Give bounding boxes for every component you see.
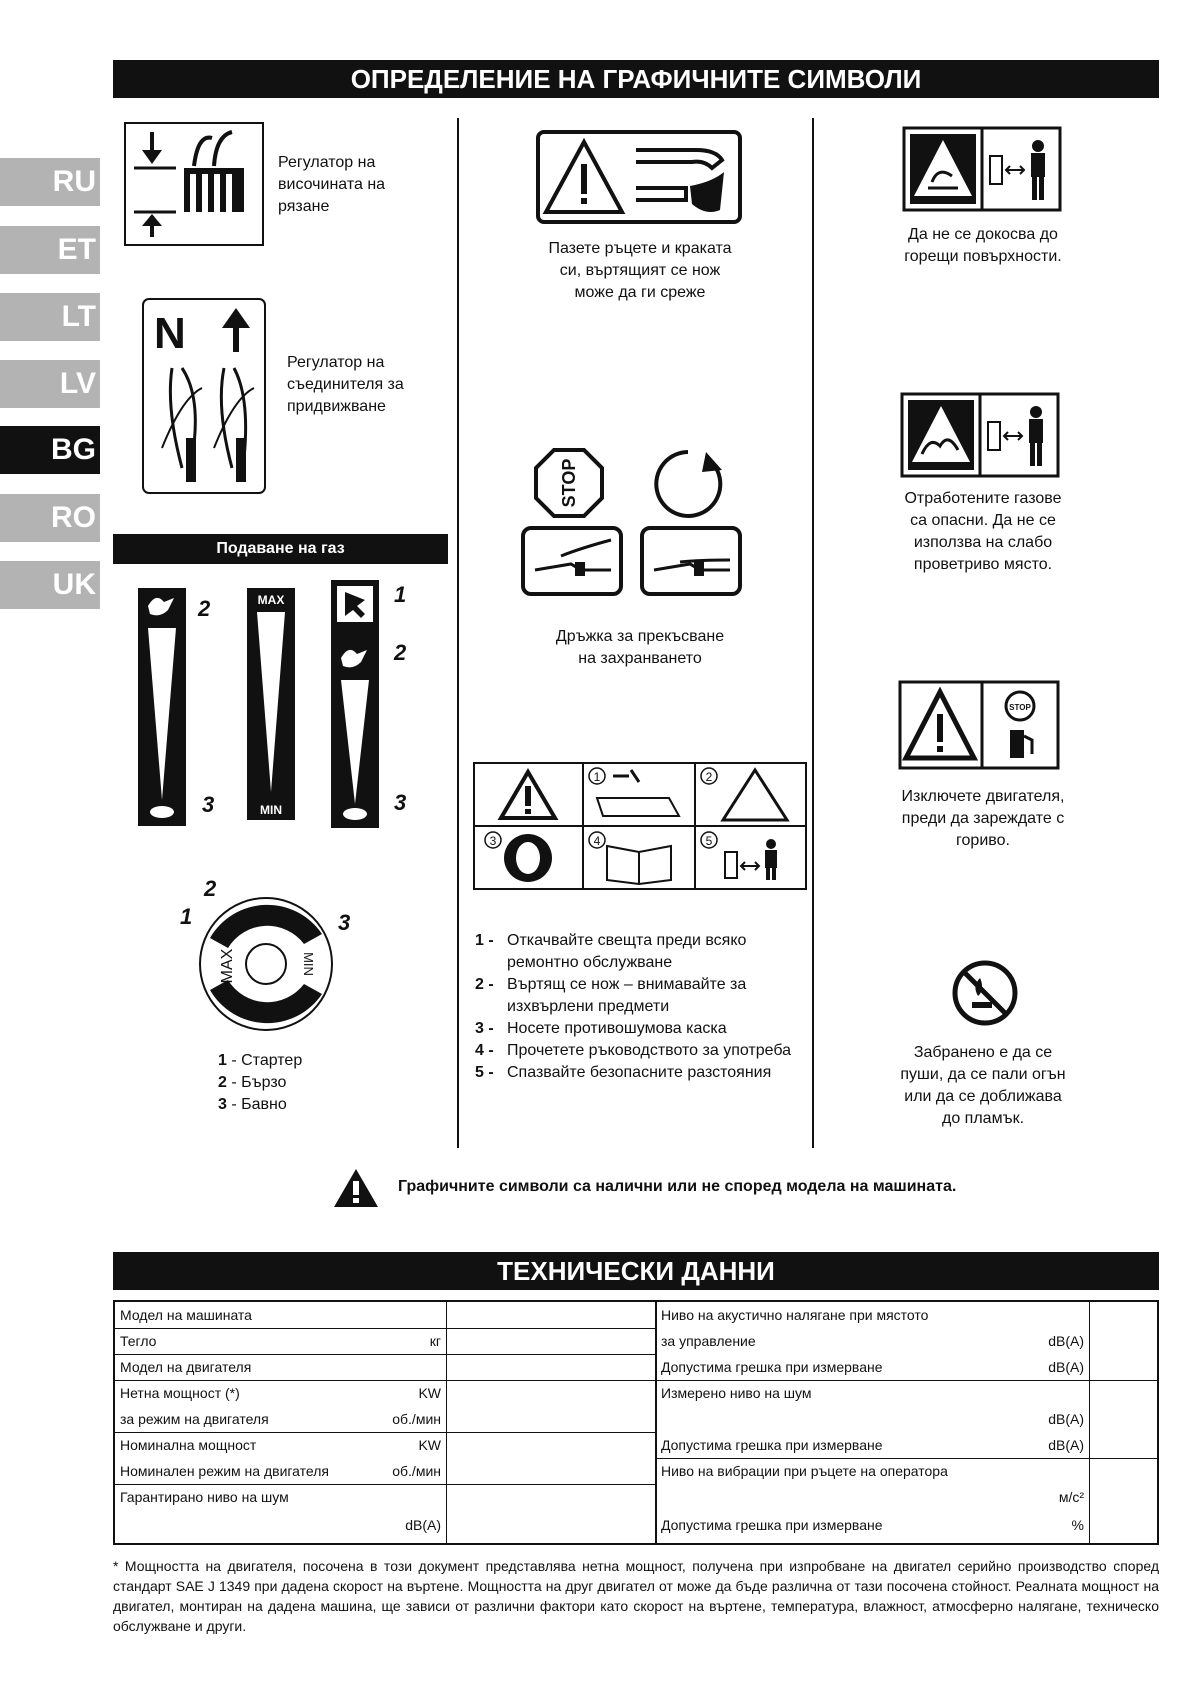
scale-max-label: MAX bbox=[257, 593, 285, 607]
fuel-pump-icon bbox=[1010, 730, 1024, 758]
grid-number: 1 bbox=[593, 770, 601, 784]
lang-tab-uk[interactable] bbox=[0, 561, 100, 609]
dial-legend-item: 1 - Стартер bbox=[218, 1052, 303, 1069]
spec-row: dB(A) bbox=[405, 1517, 441, 1533]
lang-code: RO bbox=[51, 501, 96, 534]
dial-number: 1 bbox=[180, 904, 193, 929]
tortoise-icon bbox=[343, 808, 367, 820]
person-icon bbox=[766, 839, 776, 849]
grid-number: 4 bbox=[593, 834, 601, 848]
lang-tab-bg[interactable] bbox=[0, 426, 100, 474]
tech-data-table bbox=[113, 1300, 1159, 1545]
lang-code: ET bbox=[57, 233, 96, 266]
legend-item: 2 - Въртящ се нож – внимавайте за изхвърлени предмети bbox=[475, 976, 747, 1015]
legend-item: 5 - Спазвайте безопасните разстояния bbox=[475, 1064, 772, 1081]
spec-row: м/с² bbox=[1058, 1489, 1084, 1505]
warning-triangle-icon bbox=[332, 1167, 380, 1209]
page-title: ОПРЕДЕЛЕНИЕ НА ГРАФИЧНИТЕ СИМВОЛИ bbox=[113, 60, 1159, 98]
lang-tab-lt[interactable] bbox=[0, 293, 100, 341]
stop-sign-text: STOP bbox=[559, 458, 579, 508]
scale-min-label: MIN bbox=[260, 803, 282, 817]
spec-row: за управление dB(A) bbox=[661, 1333, 1084, 1349]
lang-code: BG bbox=[51, 433, 96, 466]
lang-tab-lv[interactable] bbox=[0, 360, 100, 408]
refuel-stop-text: STOP bbox=[1009, 703, 1031, 712]
no-smoking-label: Забранено е да се пуши, да се пали огън или да се доближава до пламък. bbox=[900, 1044, 1066, 1127]
throttle-label: 3 bbox=[202, 792, 215, 817]
spec-row: Гарантирано ниво на шум bbox=[120, 1489, 289, 1505]
grid-number: 3 bbox=[489, 834, 497, 848]
refuel-label: Изключете двигателя, преди да зареждате с гориво. bbox=[901, 788, 1065, 849]
legend-item: 4 - Прочетете ръководството за употреба bbox=[475, 1042, 792, 1059]
legend-item: 3 - Носете противошумова каска bbox=[475, 1020, 727, 1037]
spec-row: Ниво на акустично налягане при мястото bbox=[661, 1307, 929, 1323]
spec-row: Номинална мощност KW bbox=[120, 1437, 441, 1453]
throttle-scale-1 bbox=[138, 588, 190, 828]
spec-row: Модел на машината bbox=[120, 1307, 252, 1323]
availability-note: Графичните символи са налични или не според модела на машината. bbox=[398, 1178, 957, 1195]
spec-row: Допустима грешка при измерване dB(A) bbox=[661, 1437, 1084, 1453]
lever-released-icon bbox=[640, 526, 742, 596]
throttle-dial-icon bbox=[170, 878, 370, 1038]
throttle-label: 1 bbox=[394, 582, 407, 607]
spec-row: Допустима грешка при измерване % bbox=[661, 1517, 1084, 1533]
spec-row: Измерено ниво на шум bbox=[661, 1385, 812, 1401]
exhaust-gas-icon bbox=[900, 392, 1060, 478]
power-footnote: * Мощността на двигателя, посочена в този документ представлява нетна мощност, получена при изпробване на двигател серийно производство според стандарт SAE J 1349 при дадена скорост на въртене. Мощността на друг двигател от може да бъде различна от тази посочена стойност. Реалната мощност на двигател, монтиран на дадена машина, ще зависи от различни фактори като скорост на въртене, температура, влажност, атмосферно налягане, техническо обслужване и други. bbox=[113, 1558, 1159, 1634]
cutting-height-icon bbox=[124, 122, 264, 246]
drive-clutch-icon bbox=[142, 298, 266, 494]
dial-number: 3 bbox=[338, 910, 351, 935]
clutch-neutral-letter: N bbox=[154, 309, 186, 358]
lang-code: LV bbox=[59, 367, 96, 400]
throttle-label: 3 bbox=[394, 790, 407, 815]
spec-row: dB(A) bbox=[1048, 1411, 1084, 1427]
lever-engaged-icon bbox=[521, 526, 623, 596]
hot-surface-icon bbox=[902, 126, 1062, 212]
lang-tab-ro[interactable] bbox=[0, 494, 100, 542]
lang-tab-et[interactable] bbox=[0, 226, 100, 274]
column-divider bbox=[457, 118, 459, 1148]
throttle-label: 2 bbox=[394, 640, 407, 665]
dial-max-label: MAX bbox=[219, 948, 236, 984]
dial-legend-item: 2 - Бързо bbox=[218, 1074, 287, 1091]
stop-sign-icon bbox=[534, 448, 604, 518]
tortoise-icon bbox=[150, 806, 174, 818]
power-cut-label: Дръжка за прекъсване на захранването bbox=[555, 628, 725, 667]
column-divider bbox=[812, 118, 814, 1148]
clutch-regulator-label: Регулатор на съединителя за придвижване bbox=[287, 354, 404, 415]
throttle-scale-2 bbox=[247, 588, 297, 828]
safety-legend bbox=[475, 930, 805, 1084]
spec-row: Тегло кг bbox=[120, 1333, 441, 1349]
throttle-scale-3 bbox=[331, 580, 381, 830]
legend-item: 1 - Откачвайте свещта преди всяко ремонтно обслужване bbox=[475, 932, 747, 971]
hot-surface-label: Да не се докосва до горещи повърхности. bbox=[904, 226, 1062, 265]
dial-min-label: MIN bbox=[301, 952, 316, 976]
lang-code: RU bbox=[52, 165, 96, 198]
spec-row: Допустима грешка при измерване dB(A) bbox=[661, 1359, 1084, 1375]
lang-code: UK bbox=[52, 568, 96, 601]
spec-row: Ниво на вибрации при ръцете на оператора bbox=[661, 1463, 948, 1479]
lang-code: LT bbox=[61, 300, 96, 333]
dial-legend bbox=[218, 1050, 302, 1116]
spec-row: Номинален режим на двигателя об./мин bbox=[120, 1463, 441, 1479]
spec-row: Модел на двигателя bbox=[120, 1359, 252, 1375]
grid-number: 5 bbox=[705, 834, 713, 848]
refuel-warning-icon bbox=[898, 680, 1060, 770]
tech-data-title: ТЕХНИЧЕСКИ ДАННИ bbox=[113, 1252, 1159, 1290]
rotation-icon bbox=[648, 446, 728, 520]
exhaust-label: Отработените газове са опасни. Да не се използва на слабо проветриво място. bbox=[904, 490, 1062, 573]
throttle-header: Подаване на газ bbox=[113, 534, 448, 564]
throttle-label: 2 bbox=[198, 596, 211, 621]
dial-legend-item: 3 - Бавно bbox=[218, 1096, 287, 1113]
grid-number: 2 bbox=[705, 770, 713, 784]
hands-feet-warning-icon bbox=[536, 130, 742, 224]
dial-number: 2 bbox=[204, 876, 217, 901]
lang-tab-ru[interactable] bbox=[0, 158, 100, 206]
safety-symbols-grid bbox=[473, 762, 807, 890]
spec-row: Нетна мощност (*) KW bbox=[120, 1385, 441, 1401]
hands-feet-label: Пазете ръцете и краката си, въртящият се нож може да ги среже bbox=[548, 240, 732, 301]
spec-row: за режим на двигателя об./мин bbox=[120, 1411, 441, 1427]
no-smoking-icon bbox=[950, 958, 1020, 1028]
height-regulator-label: Регулатор на височината на рязане bbox=[278, 154, 386, 215]
